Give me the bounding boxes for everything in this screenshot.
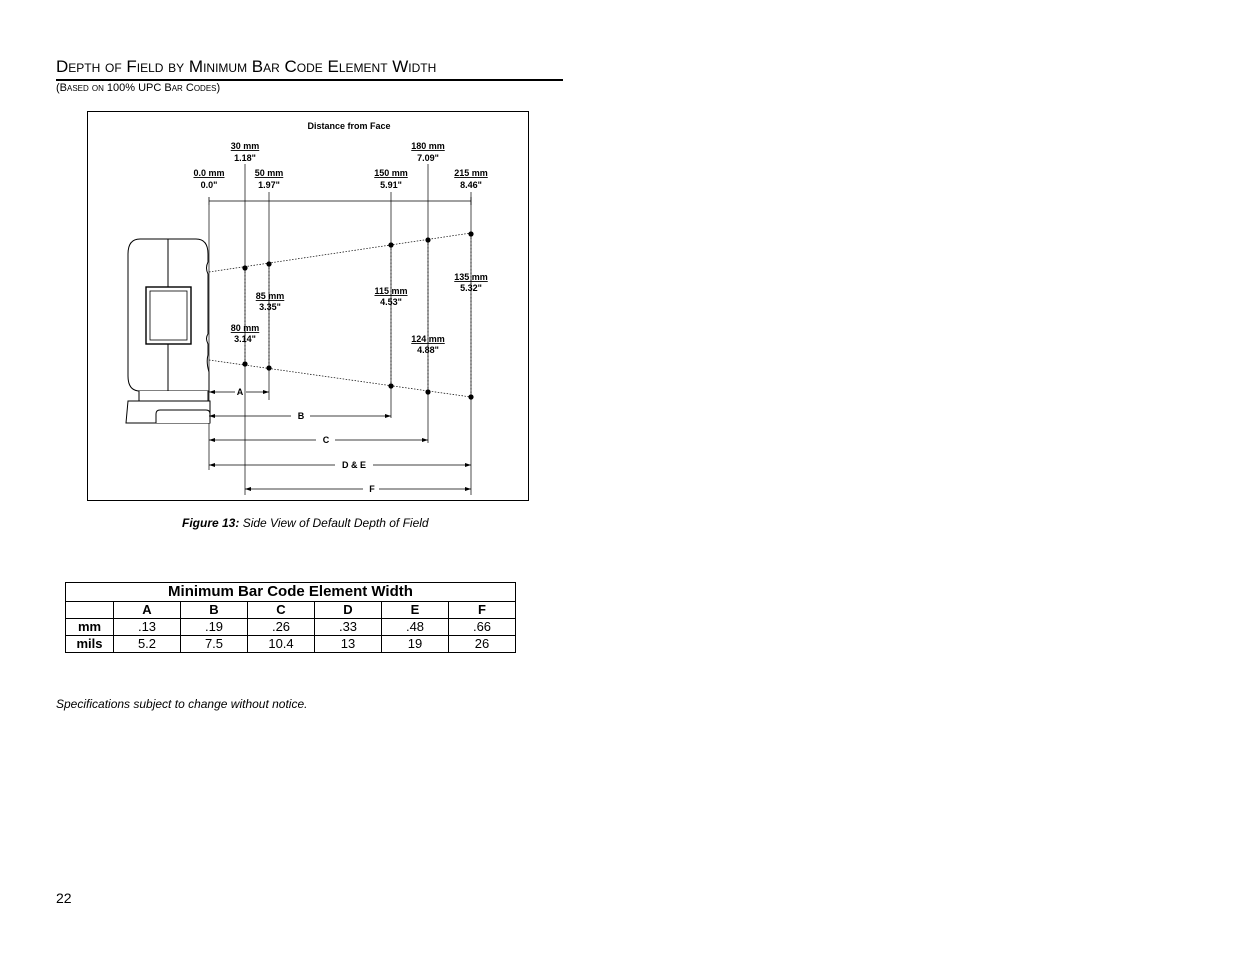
range-label-f: F [369,484,375,494]
field-point [242,265,247,270]
range-label-a: A [236,387,244,397]
distance-label-150 [374,168,408,190]
element-width-table [65,582,516,653]
field-boundaries [209,233,471,397]
arrow-heads [209,390,471,491]
width-in: 5.32" [460,283,482,293]
column-header: A [114,602,181,619]
width-label-135 [454,272,488,293]
field-point [388,242,393,247]
distance-in: 5.91" [380,180,402,190]
distance-mm: 30 mm [230,141,260,151]
distance-label-50 [255,168,284,190]
width-in: 4.88" [417,345,439,355]
table-title: Minimum Bar Code Element Width [66,583,516,602]
distance-in: 0.0" [200,180,218,190]
width-mm: 80 mm [230,323,260,333]
distance-in: 8.46" [460,180,482,190]
field-point [266,365,271,370]
table-cell: 26 [449,636,516,653]
range-label-b: B [297,411,305,421]
title-underline [56,79,563,81]
width-label-80 [231,323,260,344]
section-heading [56,56,563,94]
distance-label-30 [231,141,260,163]
range-label-c: C [322,435,330,445]
width-mm: 85 mm [255,291,285,301]
table-cell: .33 [315,619,382,636]
table-cell: .26 [248,619,315,636]
depth-of-field-diagram [87,111,529,501]
field-point [425,389,430,394]
field-point [388,383,393,388]
distance-label-215 [454,168,488,190]
field-point [266,261,271,266]
field-point [468,394,473,399]
distance-label-0 [193,168,224,190]
table-row [66,636,516,653]
width-in: 4.53" [380,297,402,307]
caption-text: Side View of Default Depth of Field [239,516,429,530]
section-subtitle: (Based on 100% UPC Bar Codes) [56,82,221,94]
distance-label-180 [411,141,445,163]
table-cell: .48 [382,619,449,636]
width-mm: 135 mm [454,272,488,282]
width-in: 3.35" [259,302,281,312]
table-cell: .13 [114,619,181,636]
page-number: 22 [56,890,72,906]
width-label-124 [411,334,445,355]
figure-caption [182,516,429,530]
scanner-device [126,239,210,423]
distance-mm: 150 mm [374,168,408,178]
table-cell: 13 [315,636,382,653]
table-row [66,619,516,636]
distance-mm: 50 mm [254,168,284,178]
width-label-85 [256,291,285,312]
section-title: Depth of Field by Minimum Bar Code Element Width [56,57,437,76]
column-header: E [382,602,449,619]
specifications-note: Specifications subject to change without notice. [56,697,308,711]
range-label-de: D & E [341,460,367,470]
column-header: D [315,602,382,619]
range-arrows [209,392,471,489]
distance-in: 1.18" [234,153,256,163]
row-label: mm [66,619,114,636]
width-mm: 124 mm [411,334,445,344]
width-in: 3.14" [234,334,256,344]
table-cell: 19 [382,636,449,653]
distance-mm: 180 mm [411,141,445,151]
width-mm: 115 mm [374,286,408,296]
table-corner [66,602,114,619]
distance-in: 1.97" [258,180,280,190]
row-label: mils [66,636,114,653]
field-point [468,231,473,236]
table-cell: 5.2 [114,636,181,653]
column-header: C [248,602,315,619]
distance-in: 7.09" [417,153,439,163]
field-point [242,361,247,366]
field-points [242,231,473,399]
column-header: F [449,602,516,619]
field-dotted-lines [245,234,471,397]
tick-brackets [209,197,471,205]
width-label-115 [374,286,407,307]
diagram-title: Distance from Face [307,121,391,131]
table-cell: 7.5 [181,636,248,653]
table-header-row [66,602,516,619]
distance-mm: 0.0 mm [193,168,225,178]
table-cell: .19 [181,619,248,636]
field-point [425,237,430,242]
caption-prefix: Figure 13: [182,516,240,530]
table-cell: .66 [449,619,516,636]
table-cell: 10.4 [248,636,315,653]
distance-mm: 215 mm [454,168,488,178]
column-header: B [181,602,248,619]
